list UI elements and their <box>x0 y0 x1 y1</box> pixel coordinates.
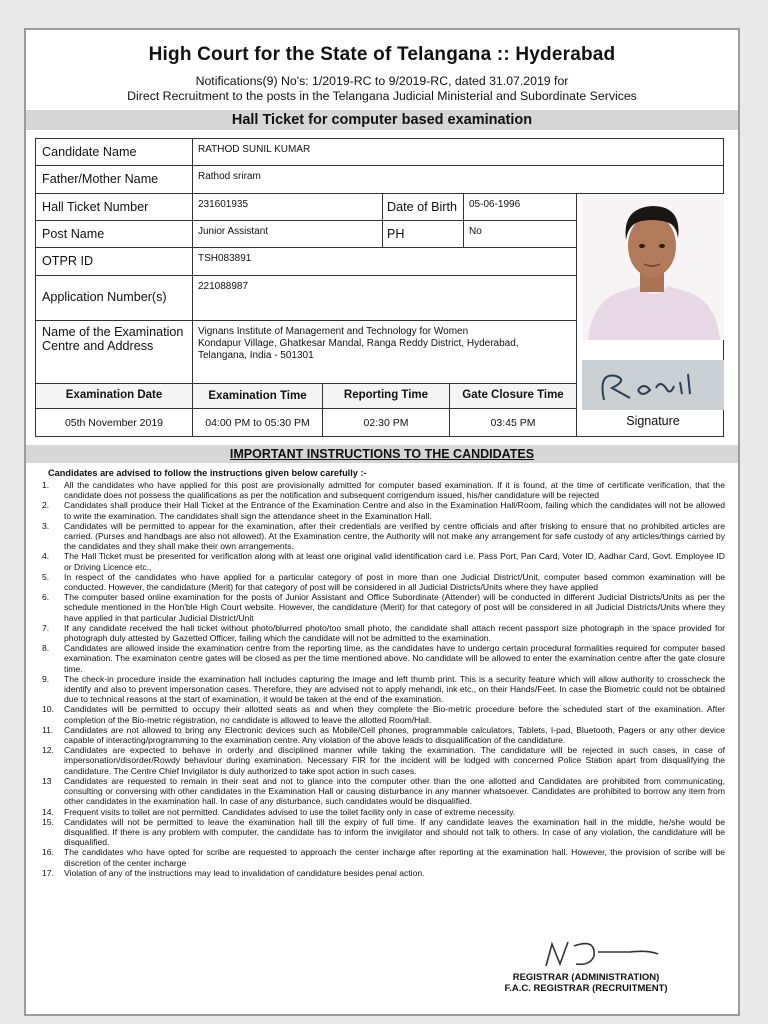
registrar-signature <box>538 936 668 972</box>
instruction-item <box>42 572 725 592</box>
exam-date-header: Examination Date <box>35 383 193 409</box>
signature-image <box>582 360 724 410</box>
instruction-item <box>42 623 725 643</box>
candidate-name-label: Candidate Name <box>35 138 193 166</box>
instruction-number: 1. <box>42 480 50 490</box>
exam-centre-address-line1: Kondapur Village, Ghatkesar Mandal, Ranga Reddy District, Hyderabad, <box>198 338 519 349</box>
photo-right-eye <box>659 244 665 248</box>
notification-line: Notifications(9) No's: 1/2019-RC to 9/2019-RC, dated 31.07.2019 for <box>195 74 569 88</box>
ph-value: No <box>463 220 577 248</box>
instructions-title: IMPORTANT INSTRUCTIONS TO THE CANDIDATES <box>229 447 535 461</box>
instruction-number: 8. <box>42 643 50 654</box>
instruction-text: Candidates shall produce their Hall Ticket at the Entrance of the Examination Centre and also in the Examination Hall/Room, failing which the candidates will not be allowed to write the examination. The candidates shall sign the attendance sheet in the Examination Hall. <box>64 500 725 521</box>
instruction-item <box>42 725 725 745</box>
gate-closure-header: Gate Closure Time <box>449 383 577 409</box>
application-number-value: 221088987 <box>192 275 577 321</box>
instruction-item <box>42 868 725 878</box>
instruction-text: The Hall Ticket must be presented for verification along with at least one original valid identification card i.e. Pass Port, Pan Card, Voter ID, Aadhar Card, Govt. Employee ID or Driving Licence etc., <box>64 551 725 572</box>
photo-face <box>628 215 676 277</box>
instructions-heading <box>26 445 738 463</box>
instruction-item <box>42 745 725 776</box>
instruction-number: 13 <box>42 775 52 786</box>
otpr-id-value: TSH083891 <box>192 247 577 276</box>
exam-time-header: Examination Time <box>192 383 323 409</box>
exam-centre-address <box>192 320 577 384</box>
registrar-recruitment-title: F.A.C. REGISTRAR (RECRUITMENT) <box>504 983 668 994</box>
hall-ticket-page <box>24 28 740 1016</box>
instruction-number: 17. <box>42 867 54 878</box>
reporting-time-header: Reporting Time <box>322 383 450 409</box>
exam-date-value: 05th November 2019 <box>35 408 193 437</box>
instruction-number: 2. <box>42 500 50 511</box>
registrar-title: REGISTRAR (ADMINISTRATION) <box>512 972 660 983</box>
post-name-value: Junior Assistant <box>192 220 383 248</box>
instruction-text: If any candidate received the hall ticket without photo/blurred photo/too small photo, the candidate shall attach recent passport size photograph in the space provided for photograph duly attested by Gazetted Officer, failing which the candidate will not be admitted to the examination. <box>64 622 725 644</box>
instructions-intro: Candidates are advised to follow the instructions given below carefully :- <box>48 468 367 478</box>
instruction-number: 14. <box>42 806 54 817</box>
exam-centre-label-line1: Name of the Examination <box>42 325 184 339</box>
candidate-name-value: RATHOD SUNIL KUMAR <box>192 138 724 166</box>
gate-closure-value: 03:45 PM <box>449 408 577 437</box>
instruction-text: Candidates are requested to remain in their seat and not to glance into the computer other than the one allotted and Candidates are prohibited from communicating, consulting or conversing with other candidates in the Examination Hall or causing disturbance in any manner whatsoever. Candidates are prohibited to borrow any item from other candidates in the examination hall. In case of any disturbance, such candidates would be disqualified. <box>64 775 725 807</box>
dob-label: Date of Birth <box>382 193 464 221</box>
instruction-item <box>42 643 725 674</box>
instruction-number: 4. <box>42 551 50 562</box>
instruction-text: In respect of the candidates who have applied for a particular category of post in more than one Judicial District/Unit, computer based common examination will be conducted. However, the candidature (Merit) for that category of post will be considered in all Judicial Districts/Units where they have applied <box>64 571 725 593</box>
signature-svg <box>582 360 724 410</box>
instruction-number: 15. <box>42 816 54 827</box>
instruction-number: 10. <box>42 704 54 715</box>
exam-time-value: 04:00 PM to 05:30 PM <box>192 408 323 437</box>
post-name-label: Post Name <box>35 220 193 248</box>
candidate-photo <box>582 194 724 340</box>
instructions-list <box>42 480 725 878</box>
instruction-text: All the candidates who have applied for this post are provisionally admitted for computer based examination. If it is found, at the time of certificate verification, that the candidate does not possess the qualifications as per the notification and subsequent corrigendum issued, his/her candidature will be rejected <box>64 480 725 501</box>
instruction-text: The check-in procedure inside the examination hall includes capturing the image and left thumb print. This is a security feature which will allow authority to crosscheck the identify and also to prevent impersonation cases. Therefore, they are advised not to apply mehandi, ink etc., on their Hands/Feet. In case the Biometric could not be obtained due to technical reasons at the start of examination, it would be taken at the end of the examination. <box>64 673 725 705</box>
instruction-item <box>42 776 725 807</box>
instruction-text: Frequent visits to toilet are not permitted. Candidates advised to use the toilet facility only in case of extreme necessity. <box>64 806 516 817</box>
instruction-item <box>42 521 725 552</box>
photo-left-eye <box>639 244 645 248</box>
instruction-item <box>42 817 725 848</box>
ph-label: PH <box>382 220 464 248</box>
parent-name-label: Father/Mother Name <box>35 165 193 194</box>
exam-centre-address-line2: Telangana, India - 501301 <box>198 350 314 361</box>
instruction-number: 3. <box>42 520 50 531</box>
instruction-text: The computer based online examination for the posts of Junior Assistant and Office Subordinate (Attender) will be conducted in different Judicial Districts/Units as per the schedule mentioned in the Hon'ble High Court website. However, the candidature (Merit) for that category of post will be considered in all Judicial Districts/Units where they have applied in that particular Judicial District/Unit <box>64 592 725 623</box>
recruitment-line: Direct Recruitment to the posts in the Telangana Judicial Ministerial and Subordinate Services <box>127 89 637 103</box>
registrar-signature-stroke <box>546 942 658 966</box>
parent-name-value: Rathod sriram <box>192 165 724 194</box>
instruction-text: Candidates are not allowed to bring any Electronic devices such as Mobile/Cell phones, programmable calculators, Tablets, I-pad, Bluetooth, Pagers or any other device capable of interacting/programming to the examination centre. Any violation of the above leads to disqualification of the candidature. <box>64 724 725 746</box>
instruction-text: Violation of any of the instructions may lead to invalidation of candidature besides penal action. <box>64 867 425 878</box>
exam-centre-label <box>35 320 193 384</box>
instruction-number: 12. <box>42 745 54 756</box>
instruction-number: 5. <box>42 571 50 582</box>
instruction-item <box>42 807 725 817</box>
instruction-number: 9. <box>42 673 50 684</box>
instruction-text: Candidates will not be permitted to leave the examination hall till the expiry of full time. If any candidate leaves the examination hall in the middle, he/she would be disqualified. If there is any problem with computer, the candidate has to inform the invigilator and should not talk to others. In case of any violation, the candidature will be disqualified. <box>64 816 725 848</box>
instruction-text: The candidates who have opted for scribe are requested to approach the center incharge after reporting at the examination hall. However, the provision of scribe will be discretion of the center incharge <box>64 847 725 868</box>
instruction-text: Candidates are expected to behave in orderly and disciplined manner while taking the examination. The candidature will be rejected in such cases, in case of impersonation/disorder/Rowdy behaviour during examination. Necessary FIR for the incident will be lodged with concerned Police Station apart from disqualifying the candidature. The Centre Chief Invigilator is duly authorized to take spot action in such cases. <box>64 745 725 776</box>
instruction-number: 7. <box>42 622 50 633</box>
instruction-item <box>42 847 725 867</box>
hall-ticket-number-label: Hall Ticket Number <box>35 193 193 221</box>
hall-ticket-number-value: 231601935 <box>192 193 383 221</box>
instruction-text: Candidates will be permitted to appear for the examination, after their credentials are verified by centre officials and after frisking to ensure that no prohibited articles are carried. (Purses and handbags are also not allowed). At the Examination centre, the Authority will not make any arrangement for safe custody of any articles/things carried by the candidates and they shall make their own arrangements. <box>64 520 725 552</box>
reporting-time-value: 02:30 PM <box>322 408 450 437</box>
instruction-number: 11. <box>42 724 54 735</box>
exam-centre-label-line2: Centre and Address <box>42 339 154 353</box>
instruction-text: Candidates will be permitted to occupy their allotted seats as and when they complete the Bio-metric procedure before the scheduled start of the examination. After completion of the Bio-metric registration, no candidate is allowed to leave the allotted Room/Hall. <box>64 704 725 725</box>
exam-centre-name: Vignans Institute of Management and Technology for Women <box>198 326 469 337</box>
signature-caption: Signature <box>626 414 680 428</box>
instruction-item <box>42 704 725 724</box>
application-number-label: Application Number(s) <box>35 275 193 321</box>
instruction-item <box>42 551 725 571</box>
otpr-id-label: OTPR ID <box>35 247 193 276</box>
court-title: High Court for the State of Telangana :: Hyderabad <box>148 44 616 65</box>
dob-value: 05-06-1996 <box>463 193 577 221</box>
instruction-text: Candidates are allowed inside the examination centre from the reporting time, as the candidates have to undergo certain procedural formalities required for computer based examination. The examinaton centre gates will be closed as per the time mentioned above. No candidate will be allowed to enter the examination centre after the gate closure time. <box>64 643 725 674</box>
instruction-item <box>42 592 725 623</box>
instruction-item <box>42 500 725 520</box>
signature-stroke <box>603 374 691 400</box>
instruction-item <box>42 674 725 705</box>
instruction-number: 16. <box>42 847 54 858</box>
instruction-number: 6. <box>42 592 50 603</box>
hall-ticket-heading: Hall Ticket for computer based examination <box>26 110 738 130</box>
instruction-item <box>42 480 725 500</box>
